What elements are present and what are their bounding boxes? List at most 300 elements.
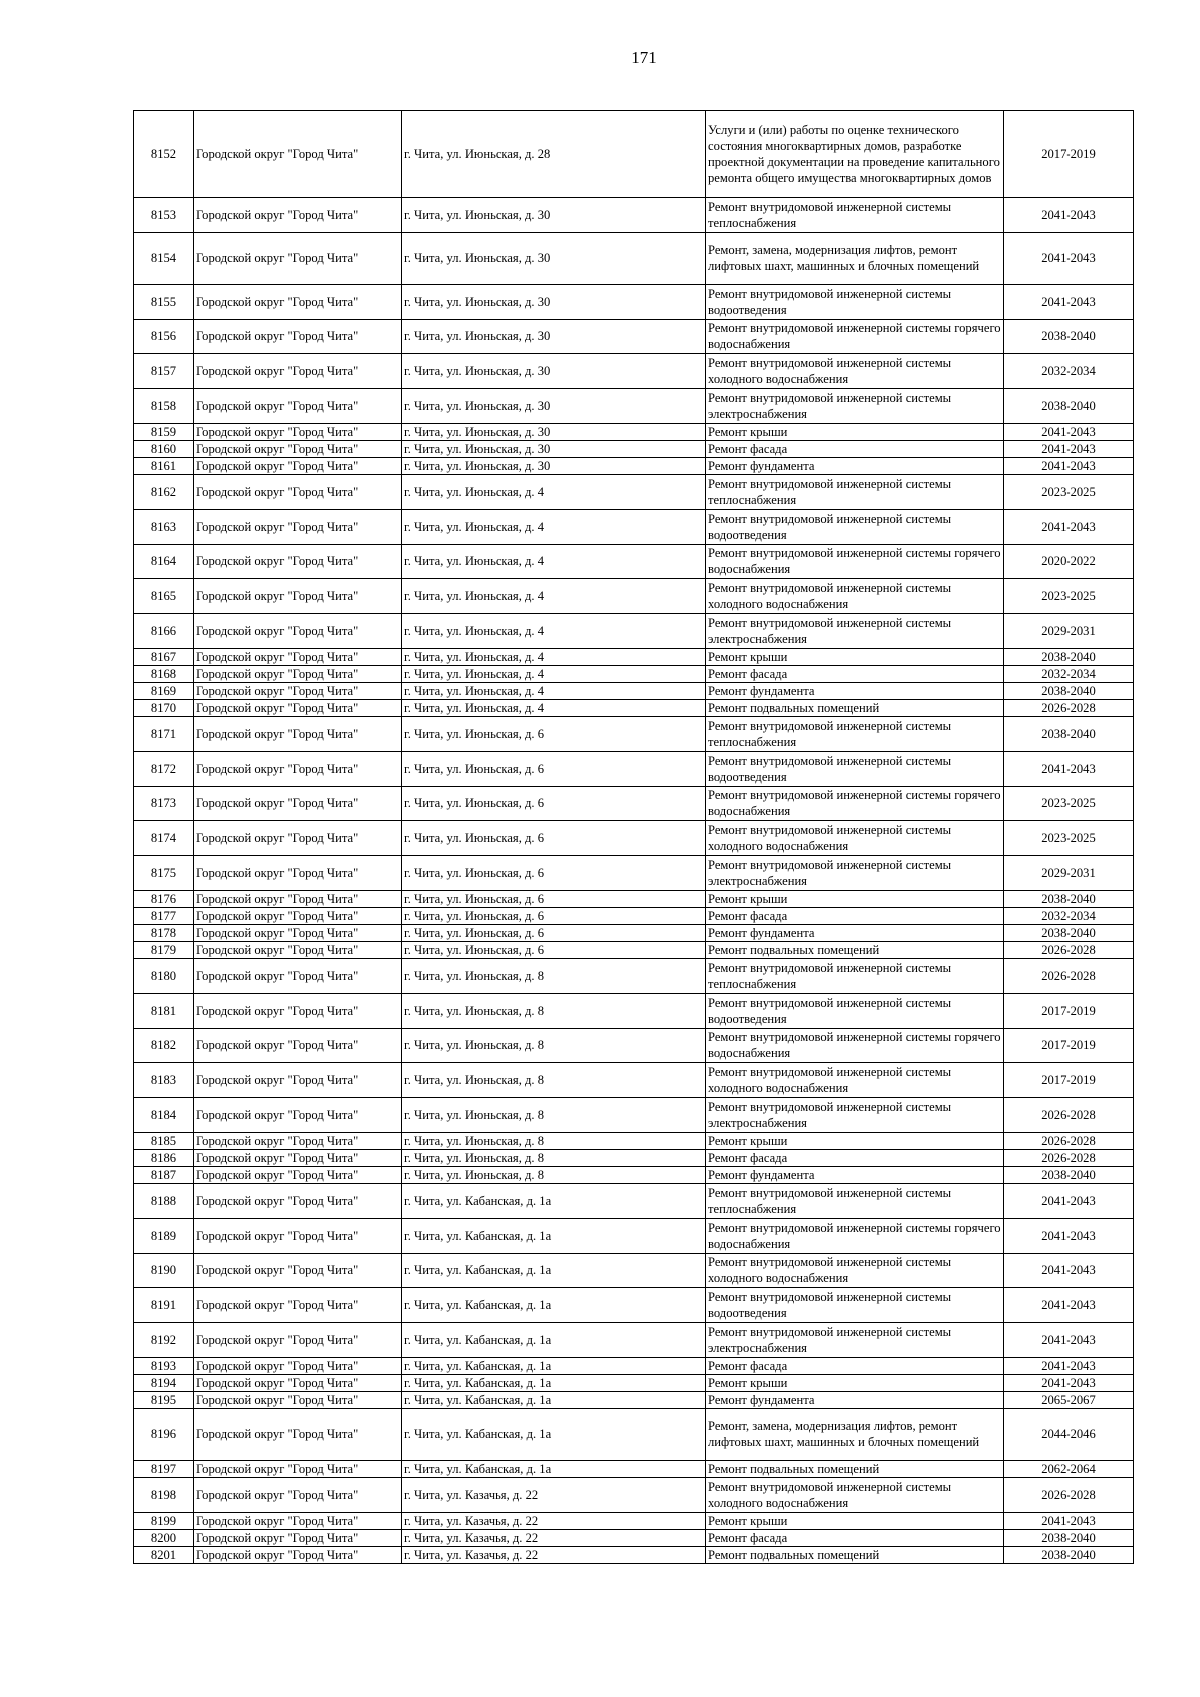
municipality-cell: Городской округ "Город Чита": [194, 1253, 402, 1288]
work-type-cell: Ремонт, замена, модернизация лифтов, ремонт лифтовых шахт, машинных и блочных помещений: [706, 232, 1004, 284]
period-cell: 2041-2043: [1004, 1374, 1134, 1391]
work-type-cell: Ремонт внутридомовой инженерной системы водоотведения: [706, 993, 1004, 1028]
address-cell: г. Чита, ул. Июньская, д. 30: [402, 423, 706, 440]
address-cell: г. Чита, ул. Июньская, д. 30: [402, 284, 706, 319]
table-row: [134, 1546, 1134, 1563]
work-type-cell: Ремонт фасада: [706, 1149, 1004, 1166]
row-number: 8152: [134, 111, 194, 198]
municipality-cell: Городской округ "Город Чита": [194, 1132, 402, 1149]
address-cell: г. Чита, ул. Июньская, д. 6: [402, 856, 706, 891]
row-number: 8173: [134, 786, 194, 821]
table-row: [134, 941, 1134, 958]
row-number: 8166: [134, 614, 194, 649]
address-cell: г. Чита, ул. Июньская, д. 4: [402, 579, 706, 614]
row-number: 8192: [134, 1323, 194, 1358]
work-type-cell: Ремонт внутридомовой инженерной системы электроснабжения: [706, 389, 1004, 424]
work-type-cell: Ремонт внутридомовой инженерной системы электроснабжения: [706, 1098, 1004, 1133]
period-cell: 2038-2040: [1004, 890, 1134, 907]
table-row: [134, 716, 1134, 751]
row-number: 8171: [134, 716, 194, 751]
period-cell: 2038-2040: [1004, 716, 1134, 751]
work-type-cell: Ремонт внутридомовой инженерной системы горячего водоснабжения: [706, 319, 1004, 354]
municipality-cell: Городской округ "Город Чита": [194, 1512, 402, 1529]
row-number: 8163: [134, 509, 194, 544]
row-number: 8201: [134, 1546, 194, 1563]
municipality-cell: Городской округ "Город Чита": [194, 474, 402, 509]
row-number: 8195: [134, 1391, 194, 1408]
period-cell: 2038-2040: [1004, 1546, 1134, 1563]
work-type-cell: Ремонт фундамента: [706, 1391, 1004, 1408]
address-cell: г. Чита, ул. Июньская, д. 4: [402, 474, 706, 509]
address-cell: г. Чита, ул. Казачья, д. 22: [402, 1512, 706, 1529]
municipality-cell: Городской округ "Город Чита": [194, 821, 402, 856]
row-number: 8155: [134, 284, 194, 319]
work-type-cell: Ремонт фасада: [706, 1529, 1004, 1546]
table-body: [134, 111, 1134, 1564]
row-number: 8179: [134, 941, 194, 958]
table-row: [134, 1183, 1134, 1218]
period-cell: 2017-2019: [1004, 993, 1134, 1028]
table-row: [134, 440, 1134, 457]
row-number: 8154: [134, 232, 194, 284]
address-cell: г. Чита, ул. Кабанская, д. 1а: [402, 1253, 706, 1288]
row-number: 8160: [134, 440, 194, 457]
address-cell: г. Чита, ул. Июньская, д. 4: [402, 648, 706, 665]
period-cell: 2065-2067: [1004, 1391, 1134, 1408]
municipality-cell: Городской округ "Город Чита": [194, 1323, 402, 1358]
row-number: 8156: [134, 319, 194, 354]
address-cell: г. Чита, ул. Кабанская, д. 1а: [402, 1323, 706, 1358]
table-row: [134, 354, 1134, 389]
work-type-cell: Ремонт внутридомовой инженерной системы электроснабжения: [706, 1323, 1004, 1358]
row-number: 8167: [134, 648, 194, 665]
page-number: 171: [631, 48, 657, 67]
period-cell: 2041-2043: [1004, 1253, 1134, 1288]
row-number: 8168: [134, 665, 194, 682]
row-number: 8194: [134, 1374, 194, 1391]
period-cell: 2026-2028: [1004, 941, 1134, 958]
address-cell: г. Чита, ул. Июньская, д. 30: [402, 354, 706, 389]
address-cell: г. Чита, ул. Июньская, д. 4: [402, 614, 706, 649]
period-cell: 2041-2043: [1004, 457, 1134, 474]
address-cell: г. Чита, ул. Июньская, д. 4: [402, 682, 706, 699]
municipality-cell: Городской округ "Город Чита": [194, 1546, 402, 1563]
table-row: [134, 457, 1134, 474]
table-row: [134, 1063, 1134, 1098]
table-row: [134, 648, 1134, 665]
period-cell: 2017-2019: [1004, 1028, 1134, 1063]
municipality-cell: Городской округ "Город Чита": [194, 907, 402, 924]
address-cell: г. Чита, ул. Июньская, д. 30: [402, 440, 706, 457]
table-row: [134, 1323, 1134, 1358]
municipality-cell: Городской округ "Город Чита": [194, 232, 402, 284]
work-type-cell: Ремонт внутридомовой инженерной системы холодного водоснабжения: [706, 821, 1004, 856]
address-cell: г. Чита, ул. Июньская, д. 8: [402, 958, 706, 993]
address-cell: г. Чита, ул. Кабанская, д. 1а: [402, 1408, 706, 1460]
work-type-cell: Ремонт внутридомовой инженерной системы горячего водоснабжения: [706, 1028, 1004, 1063]
table-row: [134, 509, 1134, 544]
period-cell: 2041-2043: [1004, 1323, 1134, 1358]
work-type-cell: Ремонт подвальных помещений: [706, 699, 1004, 716]
municipality-cell: Городской округ "Город Чита": [194, 614, 402, 649]
work-type-cell: Ремонт внутридомовой инженерной системы водоотведения: [706, 284, 1004, 319]
table-row: [134, 786, 1134, 821]
work-type-cell: Ремонт внутридомовой инженерной системы водоотведения: [706, 509, 1004, 544]
municipality-cell: Городской округ "Город Чита": [194, 1149, 402, 1166]
table-row: [134, 1149, 1134, 1166]
address-cell: г. Чита, ул. Июньская, д. 28: [402, 111, 706, 198]
table-row: [134, 1529, 1134, 1546]
row-number: 8172: [134, 751, 194, 786]
municipality-cell: Городской округ "Город Чита": [194, 1408, 402, 1460]
table-row: [134, 319, 1134, 354]
row-number: 8176: [134, 890, 194, 907]
period-cell: 2026-2028: [1004, 958, 1134, 993]
work-type-cell: Ремонт фасада: [706, 440, 1004, 457]
address-cell: г. Чита, ул. Июньская, д. 30: [402, 389, 706, 424]
period-cell: 2032-2034: [1004, 665, 1134, 682]
municipality-cell: Городской округ "Город Чита": [194, 389, 402, 424]
work-type-cell: Ремонт внутридомовой инженерной системы электроснабжения: [706, 856, 1004, 891]
address-cell: г. Чита, ул. Кабанская, д. 1а: [402, 1460, 706, 1477]
work-type-cell: Ремонт фундамента: [706, 924, 1004, 941]
period-cell: 2041-2043: [1004, 284, 1134, 319]
period-cell: 2038-2040: [1004, 924, 1134, 941]
row-number: 8191: [134, 1288, 194, 1323]
table-row: [134, 111, 1134, 198]
municipality-cell: Городской округ "Город Чита": [194, 924, 402, 941]
address-cell: г. Чита, ул. Июньская, д. 30: [402, 198, 706, 233]
work-type-cell: Ремонт крыши: [706, 423, 1004, 440]
municipality-cell: Городской округ "Город Чита": [194, 354, 402, 389]
municipality-cell: Городской округ "Город Чита": [194, 1374, 402, 1391]
table-row: [134, 1512, 1134, 1529]
row-number: 8197: [134, 1460, 194, 1477]
table-row: [134, 1218, 1134, 1253]
municipality-cell: Городской округ "Город Чита": [194, 958, 402, 993]
period-cell: 2026-2028: [1004, 1149, 1134, 1166]
period-cell: 2041-2043: [1004, 198, 1134, 233]
work-type-cell: Ремонт подвальных помещений: [706, 1546, 1004, 1563]
work-type-cell: Услуги и (или) работы по оценке технического состояния многоквартирных домов, разработке проектной документации на проведение капитального ремонта общего имущества многоквартирных домов: [706, 111, 1004, 198]
row-number: 8180: [134, 958, 194, 993]
row-number: 8184: [134, 1098, 194, 1133]
row-number: 8189: [134, 1218, 194, 1253]
municipality-cell: Городской округ "Город Чита": [194, 544, 402, 579]
row-number: 8185: [134, 1132, 194, 1149]
table-row: [134, 890, 1134, 907]
municipality-cell: Городской округ "Город Чита": [194, 319, 402, 354]
municipality-cell: Городской округ "Город Чита": [194, 993, 402, 1028]
municipality-cell: Городской округ "Город Чита": [194, 1063, 402, 1098]
period-cell: 2041-2043: [1004, 232, 1134, 284]
address-cell: г. Чита, ул. Июньская, д. 4: [402, 699, 706, 716]
table-row: [134, 958, 1134, 993]
municipality-cell: Городской округ "Город Чита": [194, 786, 402, 821]
period-cell: 2023-2025: [1004, 821, 1134, 856]
table-row: [134, 1408, 1134, 1460]
address-cell: г. Чита, ул. Кабанская, д. 1а: [402, 1218, 706, 1253]
row-number: 8190: [134, 1253, 194, 1288]
municipality-cell: Городской округ "Город Чита": [194, 1183, 402, 1218]
table-row: [134, 1288, 1134, 1323]
period-cell: 2041-2043: [1004, 509, 1134, 544]
work-type-cell: Ремонт крыши: [706, 1374, 1004, 1391]
municipality-cell: Городской округ "Город Чита": [194, 890, 402, 907]
row-number: 8153: [134, 198, 194, 233]
address-cell: г. Чита, ул. Июньская, д. 4: [402, 509, 706, 544]
row-number: 8200: [134, 1529, 194, 1546]
work-type-cell: Ремонт фундамента: [706, 1166, 1004, 1183]
period-cell: 2041-2043: [1004, 1512, 1134, 1529]
address-cell: г. Чита, ул. Июньская, д. 8: [402, 1166, 706, 1183]
municipality-cell: Городской округ "Город Чита": [194, 1098, 402, 1133]
address-cell: г. Чита, ул. Кабанская, д. 1а: [402, 1357, 706, 1374]
address-cell: г. Чита, ул. Кабанская, д. 1а: [402, 1183, 706, 1218]
address-cell: г. Чита, ул. Июньская, д. 6: [402, 786, 706, 821]
work-type-cell: Ремонт фасада: [706, 907, 1004, 924]
period-cell: 2026-2028: [1004, 699, 1134, 716]
table-row: [134, 1166, 1134, 1183]
row-number: 8174: [134, 821, 194, 856]
work-type-cell: Ремонт внутридомовой инженерной системы теплоснабжения: [706, 1183, 1004, 1218]
row-number: 8187: [134, 1166, 194, 1183]
municipality-cell: Городской округ "Город Чита": [194, 856, 402, 891]
address-cell: г. Чита, ул. Июньская, д. 4: [402, 665, 706, 682]
address-cell: г. Чита, ул. Казачья, д. 22: [402, 1529, 706, 1546]
table-row: [134, 232, 1134, 284]
period-cell: 2041-2043: [1004, 1183, 1134, 1218]
row-number: 8183: [134, 1063, 194, 1098]
period-cell: 2020-2022: [1004, 544, 1134, 579]
table-row: [134, 474, 1134, 509]
row-number: 8199: [134, 1512, 194, 1529]
period-cell: 2017-2019: [1004, 1063, 1134, 1098]
address-cell: г. Чита, ул. Июньская, д. 6: [402, 924, 706, 941]
period-cell: 2023-2025: [1004, 579, 1134, 614]
work-type-cell: Ремонт, замена, модернизация лифтов, ремонт лифтовых шахт, машинных и блочных помещений: [706, 1408, 1004, 1460]
address-cell: г. Чита, ул. Июньская, д. 6: [402, 907, 706, 924]
table-row: [134, 699, 1134, 716]
period-cell: 2038-2040: [1004, 1166, 1134, 1183]
municipality-cell: Городской округ "Город Чита": [194, 579, 402, 614]
table-row: [134, 1253, 1134, 1288]
work-type-cell: Ремонт внутридомовой инженерной системы теплоснабжения: [706, 198, 1004, 233]
table-row: [134, 1374, 1134, 1391]
work-type-cell: Ремонт фасада: [706, 1357, 1004, 1374]
work-type-cell: Ремонт крыши: [706, 1512, 1004, 1529]
period-cell: 2038-2040: [1004, 648, 1134, 665]
row-number: 8196: [134, 1408, 194, 1460]
period-cell: 2041-2043: [1004, 1357, 1134, 1374]
address-cell: г. Чита, ул. Июньская, д. 8: [402, 1028, 706, 1063]
table-row: [134, 1477, 1134, 1512]
work-type-cell: Ремонт внутридомовой инженерной системы холодного водоснабжения: [706, 1477, 1004, 1512]
row-number: 8161: [134, 457, 194, 474]
table-row: [134, 198, 1134, 233]
work-type-cell: Ремонт внутридомовой инженерной системы электроснабжения: [706, 614, 1004, 649]
period-cell: 2038-2040: [1004, 389, 1134, 424]
municipality-cell: Городской округ "Город Чита": [194, 1288, 402, 1323]
municipality-cell: Городской округ "Город Чита": [194, 1460, 402, 1477]
address-cell: г. Чита, ул. Кабанская, д. 1а: [402, 1374, 706, 1391]
municipality-cell: Городской округ "Город Чита": [194, 941, 402, 958]
period-cell: 2029-2031: [1004, 614, 1134, 649]
period-cell: 2041-2043: [1004, 1288, 1134, 1323]
municipality-cell: Городской округ "Город Чита": [194, 751, 402, 786]
work-type-cell: Ремонт крыши: [706, 1132, 1004, 1149]
address-cell: г. Чита, ул. Июньская, д. 6: [402, 821, 706, 856]
work-type-cell: Ремонт внутридомовой инженерной системы теплоснабжения: [706, 716, 1004, 751]
table-row: [134, 1460, 1134, 1477]
period-cell: 2023-2025: [1004, 786, 1134, 821]
row-number: 8182: [134, 1028, 194, 1063]
work-type-cell: Ремонт внутридомовой инженерной системы водоотведения: [706, 1288, 1004, 1323]
municipality-cell: Городской округ "Город Чита": [194, 457, 402, 474]
table-row: [134, 544, 1134, 579]
municipality-cell: Городской округ "Город Чита": [194, 1357, 402, 1374]
table-row: [134, 1391, 1134, 1408]
address-cell: г. Чита, ул. Июньская, д. 6: [402, 890, 706, 907]
address-cell: г. Чита, ул. Июньская, д. 8: [402, 1132, 706, 1149]
work-type-cell: Ремонт внутридомовой инженерной системы водоотведения: [706, 751, 1004, 786]
table-row: [134, 614, 1134, 649]
row-number: 8162: [134, 474, 194, 509]
municipality-cell: Городской округ "Город Чита": [194, 284, 402, 319]
work-type-cell: Ремонт фасада: [706, 665, 1004, 682]
table-row: [134, 665, 1134, 682]
table-row: [134, 284, 1134, 319]
municipality-cell: Городской округ "Город Чита": [194, 423, 402, 440]
table-row: [134, 924, 1134, 941]
row-number: 8175: [134, 856, 194, 891]
table-row: [134, 907, 1134, 924]
period-cell: 2038-2040: [1004, 1529, 1134, 1546]
table-row: [134, 579, 1134, 614]
municipality-cell: Городской округ "Город Чита": [194, 111, 402, 198]
row-number: 8181: [134, 993, 194, 1028]
municipality-cell: Городской округ "Город Чита": [194, 198, 402, 233]
work-type-cell: Ремонт подвальных помещений: [706, 1460, 1004, 1477]
period-cell: 2041-2043: [1004, 1218, 1134, 1253]
address-cell: г. Чита, ул. Июньская, д. 6: [402, 941, 706, 958]
period-cell: 2062-2064: [1004, 1460, 1134, 1477]
work-type-cell: Ремонт внутридомовой инженерной системы горячего водоснабжения: [706, 544, 1004, 579]
municipality-cell: Городской округ "Город Чита": [194, 1477, 402, 1512]
address-cell: г. Чита, ул. Июньская, д. 30: [402, 232, 706, 284]
table-row: [134, 1132, 1134, 1149]
period-cell: 2041-2043: [1004, 440, 1134, 457]
address-cell: г. Чита, ул. Кабанская, д. 1а: [402, 1288, 706, 1323]
municipality-cell: Городской округ "Город Чита": [194, 509, 402, 544]
period-cell: 2041-2043: [1004, 751, 1134, 786]
work-type-cell: Ремонт внутридомовой инженерной системы горячего водоснабжения: [706, 1218, 1004, 1253]
address-cell: г. Чита, ул. Июньская, д. 30: [402, 319, 706, 354]
row-number: 8177: [134, 907, 194, 924]
table-row: [134, 682, 1134, 699]
address-cell: г. Чита, ул. Июньская, д. 8: [402, 1098, 706, 1133]
row-number: 8193: [134, 1357, 194, 1374]
work-type-cell: Ремонт внутридомовой инженерной системы холодного водоснабжения: [706, 1253, 1004, 1288]
municipality-cell: Городской округ "Город Чита": [194, 682, 402, 699]
table-row: [134, 423, 1134, 440]
work-type-cell: Ремонт крыши: [706, 648, 1004, 665]
row-number: 8169: [134, 682, 194, 699]
period-cell: 2038-2040: [1004, 319, 1134, 354]
municipality-cell: Городской округ "Город Чита": [194, 1529, 402, 1546]
address-cell: г. Чита, ул. Июньская, д. 6: [402, 751, 706, 786]
period-cell: 2041-2043: [1004, 423, 1134, 440]
address-cell: г. Чита, ул. Июньская, д. 8: [402, 1063, 706, 1098]
address-cell: г. Чита, ул. Июньская, д. 6: [402, 716, 706, 751]
address-cell: г. Чита, ул. Казачья, д. 22: [402, 1477, 706, 1512]
row-number: 8170: [134, 699, 194, 716]
municipality-cell: Городской округ "Город Чита": [194, 1218, 402, 1253]
period-cell: 2026-2028: [1004, 1098, 1134, 1133]
municipality-cell: Городской округ "Город Чита": [194, 1028, 402, 1063]
municipality-cell: Городской округ "Город Чита": [194, 665, 402, 682]
table-row: [134, 1028, 1134, 1063]
work-type-cell: Ремонт внутридомовой инженерной системы теплоснабжения: [706, 474, 1004, 509]
municipality-cell: Городской округ "Город Чита": [194, 716, 402, 751]
address-cell: г. Чита, ул. Июньская, д. 8: [402, 1149, 706, 1166]
table-row: [134, 1098, 1134, 1133]
table-row: [134, 1357, 1134, 1374]
address-cell: г. Чита, ул. Июньская, д. 4: [402, 544, 706, 579]
table-row: [134, 993, 1134, 1028]
address-cell: г. Чита, ул. Кабанская, д. 1а: [402, 1391, 706, 1408]
work-type-cell: Ремонт внутридомовой инженерной системы холодного водоснабжения: [706, 1063, 1004, 1098]
row-number: 8198: [134, 1477, 194, 1512]
period-cell: 2038-2040: [1004, 682, 1134, 699]
address-cell: г. Чита, ул. Казачья, д. 22: [402, 1546, 706, 1563]
work-type-cell: Ремонт внутридомовой инженерной системы теплоснабжения: [706, 958, 1004, 993]
period-cell: 2029-2031: [1004, 856, 1134, 891]
table-row: [134, 389, 1134, 424]
table-row: [134, 751, 1134, 786]
work-type-cell: Ремонт подвальных помещений: [706, 941, 1004, 958]
row-number: 8165: [134, 579, 194, 614]
row-number: 8158: [134, 389, 194, 424]
address-cell: г. Чита, ул. Июньская, д. 30: [402, 457, 706, 474]
period-cell: 2017-2019: [1004, 111, 1134, 198]
table-row: [134, 821, 1134, 856]
municipality-cell: Городской округ "Город Чита": [194, 648, 402, 665]
row-number: 8186: [134, 1149, 194, 1166]
period-cell: 2026-2028: [1004, 1132, 1134, 1149]
work-type-cell: Ремонт фундамента: [706, 457, 1004, 474]
repair-schedule-table: [133, 110, 1134, 1564]
period-cell: 2032-2034: [1004, 354, 1134, 389]
address-cell: г. Чита, ул. Июньская, д. 8: [402, 993, 706, 1028]
period-cell: 2026-2028: [1004, 1477, 1134, 1512]
period-cell: 2044-2046: [1004, 1408, 1134, 1460]
row-number: 8159: [134, 423, 194, 440]
row-number: 8157: [134, 354, 194, 389]
municipality-cell: Городской округ "Город Чита": [194, 440, 402, 457]
municipality-cell: Городской округ "Город Чита": [194, 1391, 402, 1408]
row-number: 8164: [134, 544, 194, 579]
municipality-cell: Городской округ "Город Чита": [194, 1166, 402, 1183]
work-type-cell: Ремонт внутридомовой инженерной системы холодного водоснабжения: [706, 354, 1004, 389]
row-number: 8178: [134, 924, 194, 941]
period-cell: 2032-2034: [1004, 907, 1134, 924]
row-number: 8188: [134, 1183, 194, 1218]
work-type-cell: Ремонт внутридомовой инженерной системы горячего водоснабжения: [706, 786, 1004, 821]
work-type-cell: Ремонт крыши: [706, 890, 1004, 907]
table-row: [134, 856, 1134, 891]
municipality-cell: Городской округ "Город Чита": [194, 699, 402, 716]
